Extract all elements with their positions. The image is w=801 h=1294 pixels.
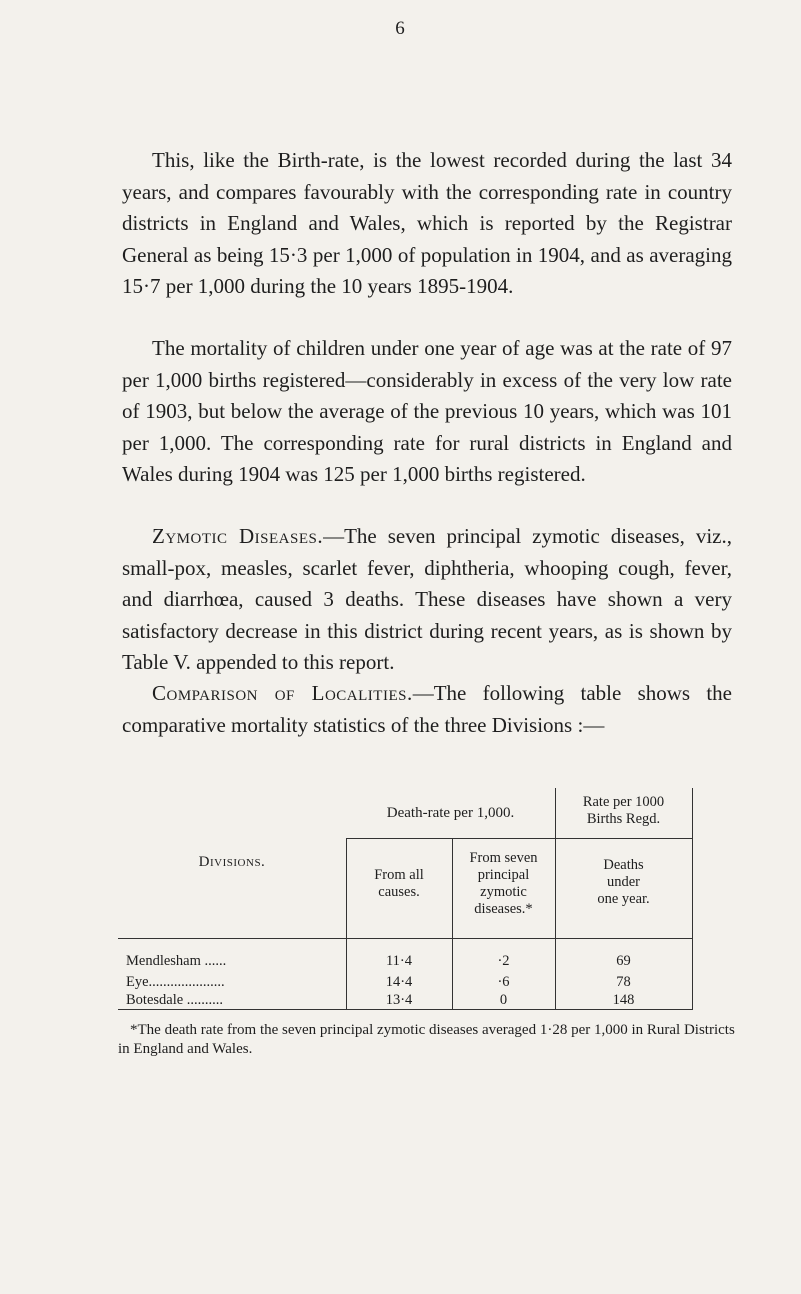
paragraph-infant-mortality bbox=[122, 333, 732, 491]
row-all-causes: 11·4 bbox=[385, 953, 413, 969]
page-number: 6 bbox=[395, 18, 406, 39]
subheader-deaths-line2: under bbox=[606, 874, 640, 890]
paragraph-text: —The seven principal zymotic diseases, viz., small-pox, measles, scarlet fever, diphtheria, whooping cough, fever, and diarrhœa, caused 3 deaths. These diseases have shown a very satisfactory decrease in this district during recent years, as is shown by Table V. appended to this report. bbox=[122, 524, 732, 674]
subheader-zymotic-line1: From seven bbox=[469, 850, 538, 866]
header-death-rate: Death-rate per 1,000. bbox=[386, 805, 515, 821]
row-infant: 78 bbox=[616, 974, 631, 990]
row-zymotic: ·2 bbox=[497, 953, 510, 969]
section-heading-comparison: Comparison of Localities. bbox=[152, 681, 413, 705]
paragraph-text: This, like the Birth-rate, is the lowest recorded during the last 34 years, and compares favourably with the corresponding rate in country districts in England and Wales, which is reported by the Registrar General as being 15·3 per 1,000 of population in 1904, and as averaging 15·7 per 1,000 during the 10 years 1895-1904. bbox=[122, 148, 732, 298]
subheader-deaths-line1: Deaths bbox=[603, 857, 644, 873]
subheader-zymotic-line4: diseases.* bbox=[474, 901, 533, 917]
paragraph-text: The mortality of children under one year of age was at the rate of 97 per 1,000 births registered—considerably in excess of the very low rate of 1903, but below the average of the previous 10 years, which was 101 per 1,000. The corresponding rate for rural districts in England and Wales during 1904 was 125 per 1,000 births registered. bbox=[122, 336, 732, 486]
row-zymotic: ·6 bbox=[497, 974, 510, 990]
table-footnote bbox=[118, 1021, 738, 1059]
header-rate-births-line2: Births Regd. bbox=[586, 811, 661, 827]
subheader-all-causes-line2: causes. bbox=[378, 884, 420, 900]
table-rule-bottom bbox=[118, 1009, 693, 1010]
mortality-table bbox=[118, 788, 698, 1010]
section-heading-zymotic: Zymotic Diseases. bbox=[152, 524, 324, 548]
row-infant: 69 bbox=[616, 953, 631, 969]
paragraph-zymotic-diseases bbox=[122, 521, 732, 679]
header-divisions: Divisions. bbox=[198, 854, 266, 870]
row-zymotic: 0 bbox=[499, 992, 508, 1008]
paragraph-birth-rate bbox=[122, 145, 732, 303]
table-rule-header-bottom bbox=[118, 938, 693, 939]
table-rule-header-sub bbox=[346, 838, 693, 839]
subheader-deaths-line3: one year. bbox=[597, 891, 650, 907]
subheader-all-causes-line1: From all bbox=[374, 867, 424, 883]
row-division: Eye..................... bbox=[126, 974, 225, 990]
header-rate-births-line1: Rate per 1000 bbox=[582, 794, 665, 810]
paragraph-text: —The following table shows the comparative mortality statistics of the three Divisions :— bbox=[122, 681, 732, 737]
row-division: Botesdale .......... bbox=[126, 992, 224, 1008]
row-infant: 148 bbox=[612, 992, 635, 1008]
table-rule-right bbox=[692, 788, 693, 1010]
row-all-causes: 14·4 bbox=[385, 974, 413, 990]
row-division: Mendlesham ...... bbox=[126, 953, 227, 969]
subheader-zymotic-line2: principal bbox=[477, 867, 530, 883]
footnote-text: *The death rate from the seven principal zymotic diseases averaged 1·28 per 1,000 in Rural Districts in England and Wales. bbox=[118, 1022, 735, 1057]
subheader-zymotic-line3: zymotic bbox=[480, 884, 527, 900]
row-all-causes: 13·4 bbox=[385, 992, 413, 1008]
paragraph-comparison bbox=[122, 678, 732, 741]
